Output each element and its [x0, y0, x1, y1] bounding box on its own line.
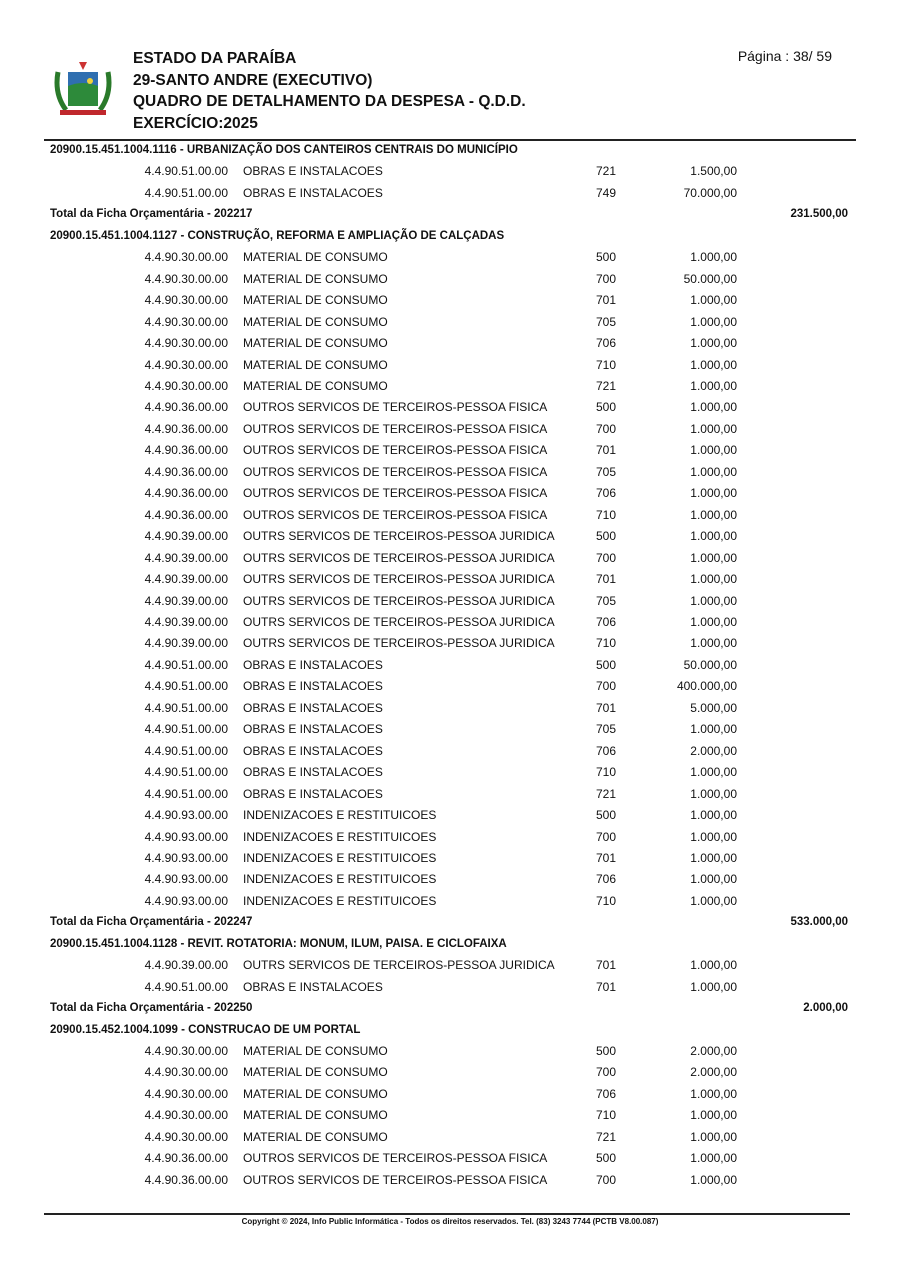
- expense-description: OBRAS E INSTALACOES: [243, 679, 383, 694]
- expense-code: 4.4.90.30.00.00: [144, 1065, 228, 1080]
- amount: 1.000,00: [690, 507, 737, 522]
- expense-description: INDENIZACOES E RESTITUICOES: [243, 893, 437, 908]
- expense-code: 4.4.90.51.00.00: [144, 657, 228, 672]
- expense-description: MATERIAL DE CONSUMO: [243, 271, 388, 286]
- resource-source: 500: [596, 808, 617, 823]
- expense-description: MATERIAL DE CONSUMO: [243, 1044, 388, 1059]
- section-total-row: [50, 204, 850, 225]
- table-row: [50, 612, 850, 633]
- resource-source: 500: [596, 250, 617, 265]
- table-row: [50, 1062, 850, 1083]
- resource-source: 701: [596, 572, 617, 587]
- page-number: Página : 38/ 59: [737, 48, 832, 64]
- total-amount: 231.500,00: [790, 208, 848, 221]
- expense-description: OUTRS SERVICOS DE TERCEIROS-PESSOA JURIDICA: [243, 636, 555, 651]
- expense-code: 4.4.90.39.00.00: [144, 614, 228, 629]
- expense-description: OUTROS SERVICOS DE TERCEIROS-PESSOA FISICA: [243, 421, 548, 436]
- table-row: [50, 1170, 850, 1191]
- resource-source: 700: [596, 1065, 617, 1080]
- table-row: [50, 1127, 850, 1148]
- amount: 1.000,00: [690, 250, 737, 265]
- expense-description: OBRAS E INSTALACOES: [243, 722, 383, 737]
- amount: 1.000,00: [690, 765, 737, 780]
- table-row: [50, 526, 850, 547]
- total-label: Total da Ficha Orçamentária - 202247: [50, 916, 253, 929]
- resource-source: 749: [596, 185, 617, 200]
- table-row: [50, 633, 850, 654]
- expense-code: 4.4.90.39.00.00: [144, 958, 228, 973]
- expense-code: 4.4.90.30.00.00: [144, 357, 228, 372]
- table-row: [50, 548, 850, 569]
- resource-source: 701: [596, 700, 617, 715]
- resource-source: 706: [596, 614, 617, 629]
- section-total-row: [50, 912, 850, 933]
- table-row: [50, 355, 850, 376]
- resource-source: 700: [596, 421, 617, 436]
- table-row: [50, 827, 850, 848]
- expense-code: 4.4.90.36.00.00: [144, 486, 228, 501]
- table-row: [50, 591, 850, 612]
- table-row: [50, 505, 850, 526]
- expense-code: 4.4.90.39.00.00: [144, 636, 228, 651]
- table-row: [50, 183, 850, 204]
- resource-source: 500: [596, 400, 617, 415]
- expense-code: 4.4.90.36.00.00: [144, 1172, 228, 1187]
- expense-description: OUTROS SERVICOS DE TERCEIROS-PESSOA FISICA: [243, 1172, 548, 1187]
- amount: 1.000,00: [690, 893, 737, 908]
- table-row: [50, 762, 850, 783]
- expense-description: OBRAS E INSTALACOES: [243, 765, 383, 780]
- expense-description: OBRAS E INSTALACOES: [243, 786, 383, 801]
- resource-source: 721: [596, 378, 617, 393]
- expense-code: 4.4.90.93.00.00: [144, 893, 228, 908]
- expense-code: 4.4.90.36.00.00: [144, 421, 228, 436]
- amount: 50.000,00: [683, 657, 737, 672]
- amount: 1.000,00: [690, 293, 737, 308]
- table-row: [50, 869, 850, 890]
- expense-code: 4.4.90.93.00.00: [144, 829, 228, 844]
- resource-source: 705: [596, 593, 617, 608]
- amount: 1.000,00: [690, 786, 737, 801]
- header-state: ESTADO DA PARAÍBA: [133, 50, 297, 67]
- expense-code: 4.4.90.51.00.00: [144, 722, 228, 737]
- table-row: [50, 891, 850, 912]
- expense-code: 4.4.90.93.00.00: [144, 872, 228, 887]
- expense-code: 4.4.90.51.00.00: [144, 979, 228, 994]
- amount: 1.000,00: [690, 421, 737, 436]
- amount: 400.000,00: [676, 679, 737, 694]
- table-row: [50, 333, 850, 354]
- amount: 1.000,00: [690, 829, 737, 844]
- expense-code: 4.4.90.30.00.00: [144, 293, 228, 308]
- amount: 1.000,00: [690, 1151, 737, 1166]
- resource-source: 701: [596, 293, 617, 308]
- expense-code: 4.4.90.30.00.00: [144, 336, 228, 351]
- resource-source: 710: [596, 1108, 617, 1123]
- amount: 2.000,00: [690, 743, 737, 758]
- footer-copyright: Copyright © 2024, Info Public Informática - Todos os direitos reservados. Tel. (83) 3243 7744 (PCTB V8.00.087): [241, 1217, 659, 1226]
- table-row: [50, 805, 850, 826]
- amount: 5.000,00: [690, 700, 737, 715]
- amount: 1.000,00: [690, 850, 737, 865]
- expense-description: OUTROS SERVICOS DE TERCEIROS-PESSOA FISICA: [243, 443, 548, 458]
- expense-description: MATERIAL DE CONSUMO: [243, 336, 388, 351]
- table-row: [50, 569, 850, 590]
- resource-source: 721: [596, 164, 617, 179]
- section-title-text: 20900.15.452.1004.1099 - CONSTRUCAO DE UM PORTAL: [50, 1023, 361, 1036]
- amount: 1.000,00: [690, 357, 737, 372]
- amount: 1.000,00: [690, 958, 737, 973]
- expense-code: 4.4.90.51.00.00: [144, 765, 228, 780]
- table-row: [50, 1084, 850, 1105]
- expense-code: 4.4.90.51.00.00: [144, 786, 228, 801]
- resource-source: 701: [596, 958, 617, 973]
- table-row: [50, 655, 850, 676]
- amount: 1.000,00: [690, 486, 737, 501]
- expense-description: MATERIAL DE CONSUMO: [243, 314, 388, 329]
- amount: 1.000,00: [690, 378, 737, 393]
- table-row: [50, 955, 850, 976]
- table-row: [50, 977, 850, 998]
- amount: 1.000,00: [690, 550, 737, 565]
- expense-code: 4.4.90.51.00.00: [144, 679, 228, 694]
- expense-code: 4.4.90.30.00.00: [144, 1086, 228, 1101]
- resource-source: 710: [596, 893, 617, 908]
- table-row: [50, 247, 850, 268]
- table-row: [50, 440, 850, 461]
- amount: 1.000,00: [690, 529, 737, 544]
- expense-code: 4.4.90.93.00.00: [144, 850, 228, 865]
- expense-description: OUTROS SERVICOS DE TERCEIROS-PESSOA FISICA: [243, 507, 548, 522]
- footer-divider: [44, 1213, 850, 1215]
- amount: 1.000,00: [690, 1129, 737, 1144]
- resource-source: 721: [596, 1129, 617, 1144]
- expense-description: MATERIAL DE CONSUMO: [243, 378, 388, 393]
- resource-source: 710: [596, 765, 617, 780]
- amount: 1.000,00: [690, 336, 737, 351]
- expense-description: MATERIAL DE CONSUMO: [243, 357, 388, 372]
- amount: 1.000,00: [690, 1172, 737, 1187]
- amount: 1.000,00: [690, 1086, 737, 1101]
- resource-source: 701: [596, 979, 617, 994]
- expense-description: MATERIAL DE CONSUMO: [243, 293, 388, 308]
- section-title-text: 20900.15.451.1004.1116 - URBANIZAÇÃO DOS CANTEIROS CENTRAIS DO MUNICÍPIO: [50, 144, 518, 156]
- resource-source: 705: [596, 722, 617, 737]
- resource-source: 706: [596, 1086, 617, 1101]
- expense-code: 4.4.90.30.00.00: [144, 271, 228, 286]
- expense-code: 4.4.90.51.00.00: [144, 185, 228, 200]
- expense-description: OUTROS SERVICOS DE TERCEIROS-PESSOA FISICA: [243, 486, 548, 501]
- section-total-row: [50, 998, 850, 1019]
- resource-source: 700: [596, 1172, 617, 1187]
- resource-source: 701: [596, 443, 617, 458]
- table-row: [50, 269, 850, 290]
- resource-source: 700: [596, 829, 617, 844]
- expense-code: 4.4.90.36.00.00: [144, 443, 228, 458]
- expense-description: OUTROS SERVICOS DE TERCEIROS-PESSOA FISICA: [243, 1151, 548, 1166]
- table-row: [50, 312, 850, 333]
- amount: 1.000,00: [690, 614, 737, 629]
- expense-description: OBRAS E INSTALACOES: [243, 164, 383, 179]
- table-row: [50, 290, 850, 311]
- expense-description: INDENIZACOES E RESTITUICOES: [243, 829, 437, 844]
- resource-source: 706: [596, 743, 617, 758]
- amount: 1.000,00: [690, 872, 737, 887]
- table-row: [50, 1041, 850, 1062]
- amount: 1.000,00: [690, 979, 737, 994]
- resource-source: 706: [596, 336, 617, 351]
- amount: 70.000,00: [683, 185, 737, 200]
- expense-description: OBRAS E INSTALACOES: [243, 657, 383, 672]
- section-title-text: 20900.15.451.1004.1127 - CONSTRUÇÃO, REFORMA E AMPLIAÇÃO DE CALÇADAS: [50, 229, 505, 242]
- section-title: [50, 140, 850, 161]
- resource-source: 706: [596, 872, 617, 887]
- resource-source: 700: [596, 271, 617, 286]
- expense-code: 4.4.90.51.00.00: [144, 700, 228, 715]
- expense-code: 4.4.90.93.00.00: [144, 808, 228, 823]
- expense-code: 4.4.90.30.00.00: [144, 378, 228, 393]
- section-title: [50, 226, 850, 247]
- expense-description: OBRAS E INSTALACOES: [243, 979, 383, 994]
- amount: 1.000,00: [690, 722, 737, 737]
- expense-description: OBRAS E INSTALACOES: [243, 185, 383, 200]
- resource-source: 710: [596, 507, 617, 522]
- expense-description: OUTRS SERVICOS DE TERCEIROS-PESSOA JURIDICA: [243, 550, 555, 565]
- expense-description: INDENIZACOES E RESTITUICOES: [243, 872, 437, 887]
- resource-source: 705: [596, 464, 617, 479]
- expense-description: OUTROS SERVICOS DE TERCEIROS-PESSOA FISICA: [243, 400, 548, 415]
- table-row: [50, 1105, 850, 1126]
- amount: 1.000,00: [690, 808, 737, 823]
- table-row: [50, 376, 850, 397]
- expense-code: 4.4.90.51.00.00: [144, 743, 228, 758]
- table-row: [50, 698, 850, 719]
- expense-code: 4.4.90.36.00.00: [144, 507, 228, 522]
- expense-code: 4.4.90.30.00.00: [144, 250, 228, 265]
- expense-description: OUTRS SERVICOS DE TERCEIROS-PESSOA JURIDICA: [243, 572, 555, 587]
- expense-description: OUTRS SERVICOS DE TERCEIROS-PESSOA JURIDICA: [243, 958, 555, 973]
- report-header: [133, 48, 526, 134]
- resource-source: 500: [596, 529, 617, 544]
- table-row: [50, 676, 850, 697]
- amount: 1.000,00: [690, 443, 737, 458]
- header-report-title: QUADRO DE DETALHAMENTO DA DESPESA - Q.D.D.: [133, 93, 526, 110]
- expense-code: 4.4.90.51.00.00: [144, 164, 228, 179]
- expense-code: 4.4.90.36.00.00: [144, 464, 228, 479]
- table-row: [50, 397, 850, 418]
- amount: 1.000,00: [690, 572, 737, 587]
- resource-source: 500: [596, 1044, 617, 1059]
- table-row: [50, 462, 850, 483]
- resource-source: 706: [596, 486, 617, 501]
- resource-source: 500: [596, 1151, 617, 1166]
- amount: 2.000,00: [690, 1065, 737, 1080]
- resource-source: 710: [596, 357, 617, 372]
- header-fiscal-year: EXERCÍCIO:2025: [133, 114, 258, 132]
- state-coat-of-arms-logo: [52, 58, 114, 120]
- expense-code: 4.4.90.30.00.00: [144, 314, 228, 329]
- expense-table: [50, 140, 850, 1191]
- resource-source: 710: [596, 636, 617, 651]
- expense-code: 4.4.90.30.00.00: [144, 1129, 228, 1144]
- expense-code: 4.4.90.36.00.00: [144, 400, 228, 415]
- expense-code: 4.4.90.39.00.00: [144, 593, 228, 608]
- expense-description: MATERIAL DE CONSUMO: [243, 1086, 388, 1101]
- expense-description: OUTRS SERVICOS DE TERCEIROS-PESSOA JURIDICA: [243, 529, 555, 544]
- header-entity: 29-SANTO ANDRE (EXECUTIVO): [133, 71, 373, 89]
- table-row: [50, 719, 850, 740]
- amount: 1.000,00: [690, 464, 737, 479]
- expense-code: 4.4.90.30.00.00: [144, 1108, 228, 1123]
- total-amount: 2.000,00: [803, 1002, 848, 1015]
- table-row: [50, 848, 850, 869]
- total-amount: 533.000,00: [790, 916, 848, 929]
- expense-description: OBRAS E INSTALACOES: [243, 700, 383, 715]
- expense-description: MATERIAL DE CONSUMO: [243, 250, 388, 265]
- table-row: [50, 161, 850, 182]
- resource-source: 500: [596, 657, 617, 672]
- expense-description: MATERIAL DE CONSUMO: [243, 1065, 388, 1080]
- expense-description: INDENIZACOES E RESTITUICOES: [243, 850, 437, 865]
- expense-description: INDENIZACOES E RESTITUICOES: [243, 808, 437, 823]
- expense-description: MATERIAL DE CONSUMO: [243, 1108, 388, 1123]
- amount: 2.000,00: [690, 1044, 737, 1059]
- resource-source: 721: [596, 786, 617, 801]
- table-row: [50, 741, 850, 762]
- amount: 1.000,00: [690, 636, 737, 651]
- amount: 1.000,00: [690, 314, 737, 329]
- expense-code: 4.4.90.39.00.00: [144, 550, 228, 565]
- expense-description: MATERIAL DE CONSUMO: [243, 1129, 388, 1144]
- table-row: [50, 1148, 850, 1169]
- expense-code: 4.4.90.39.00.00: [144, 572, 228, 587]
- total-label: Total da Ficha Orçamentária - 202250: [50, 1002, 253, 1015]
- expense-code: 4.4.90.30.00.00: [144, 1044, 228, 1059]
- resource-source: 705: [596, 314, 617, 329]
- amount: 1.000,00: [690, 593, 737, 608]
- table-row: [50, 483, 850, 504]
- expense-description: OBRAS E INSTALACOES: [243, 743, 383, 758]
- section-title: [50, 934, 850, 955]
- section-title: [50, 1020, 850, 1041]
- expense-description: OUTRS SERVICOS DE TERCEIROS-PESSOA JURIDICA: [243, 614, 555, 629]
- expense-code: 4.4.90.39.00.00: [144, 529, 228, 544]
- section-title-text: 20900.15.451.1004.1128 - REVIT. ROTATORIA: MONUM, ILUM, PAISA. E CICLOFAIXA: [50, 937, 507, 950]
- resource-source: 700: [596, 550, 617, 565]
- table-row: [50, 784, 850, 805]
- expense-code: 4.4.90.36.00.00: [144, 1151, 228, 1166]
- expense-description: OUTROS SERVICOS DE TERCEIROS-PESSOA FISICA: [243, 464, 548, 479]
- resource-source: 701: [596, 850, 617, 865]
- total-label: Total da Ficha Orçamentária - 202217: [50, 208, 253, 221]
- amount: 1.000,00: [690, 1108, 737, 1123]
- amount: 1.500,00: [690, 164, 737, 179]
- expense-description: OUTRS SERVICOS DE TERCEIROS-PESSOA JURIDICA: [243, 593, 555, 608]
- resource-source: 700: [596, 679, 617, 694]
- amount: 50.000,00: [683, 271, 737, 286]
- table-row: [50, 419, 850, 440]
- amount: 1.000,00: [690, 400, 737, 415]
